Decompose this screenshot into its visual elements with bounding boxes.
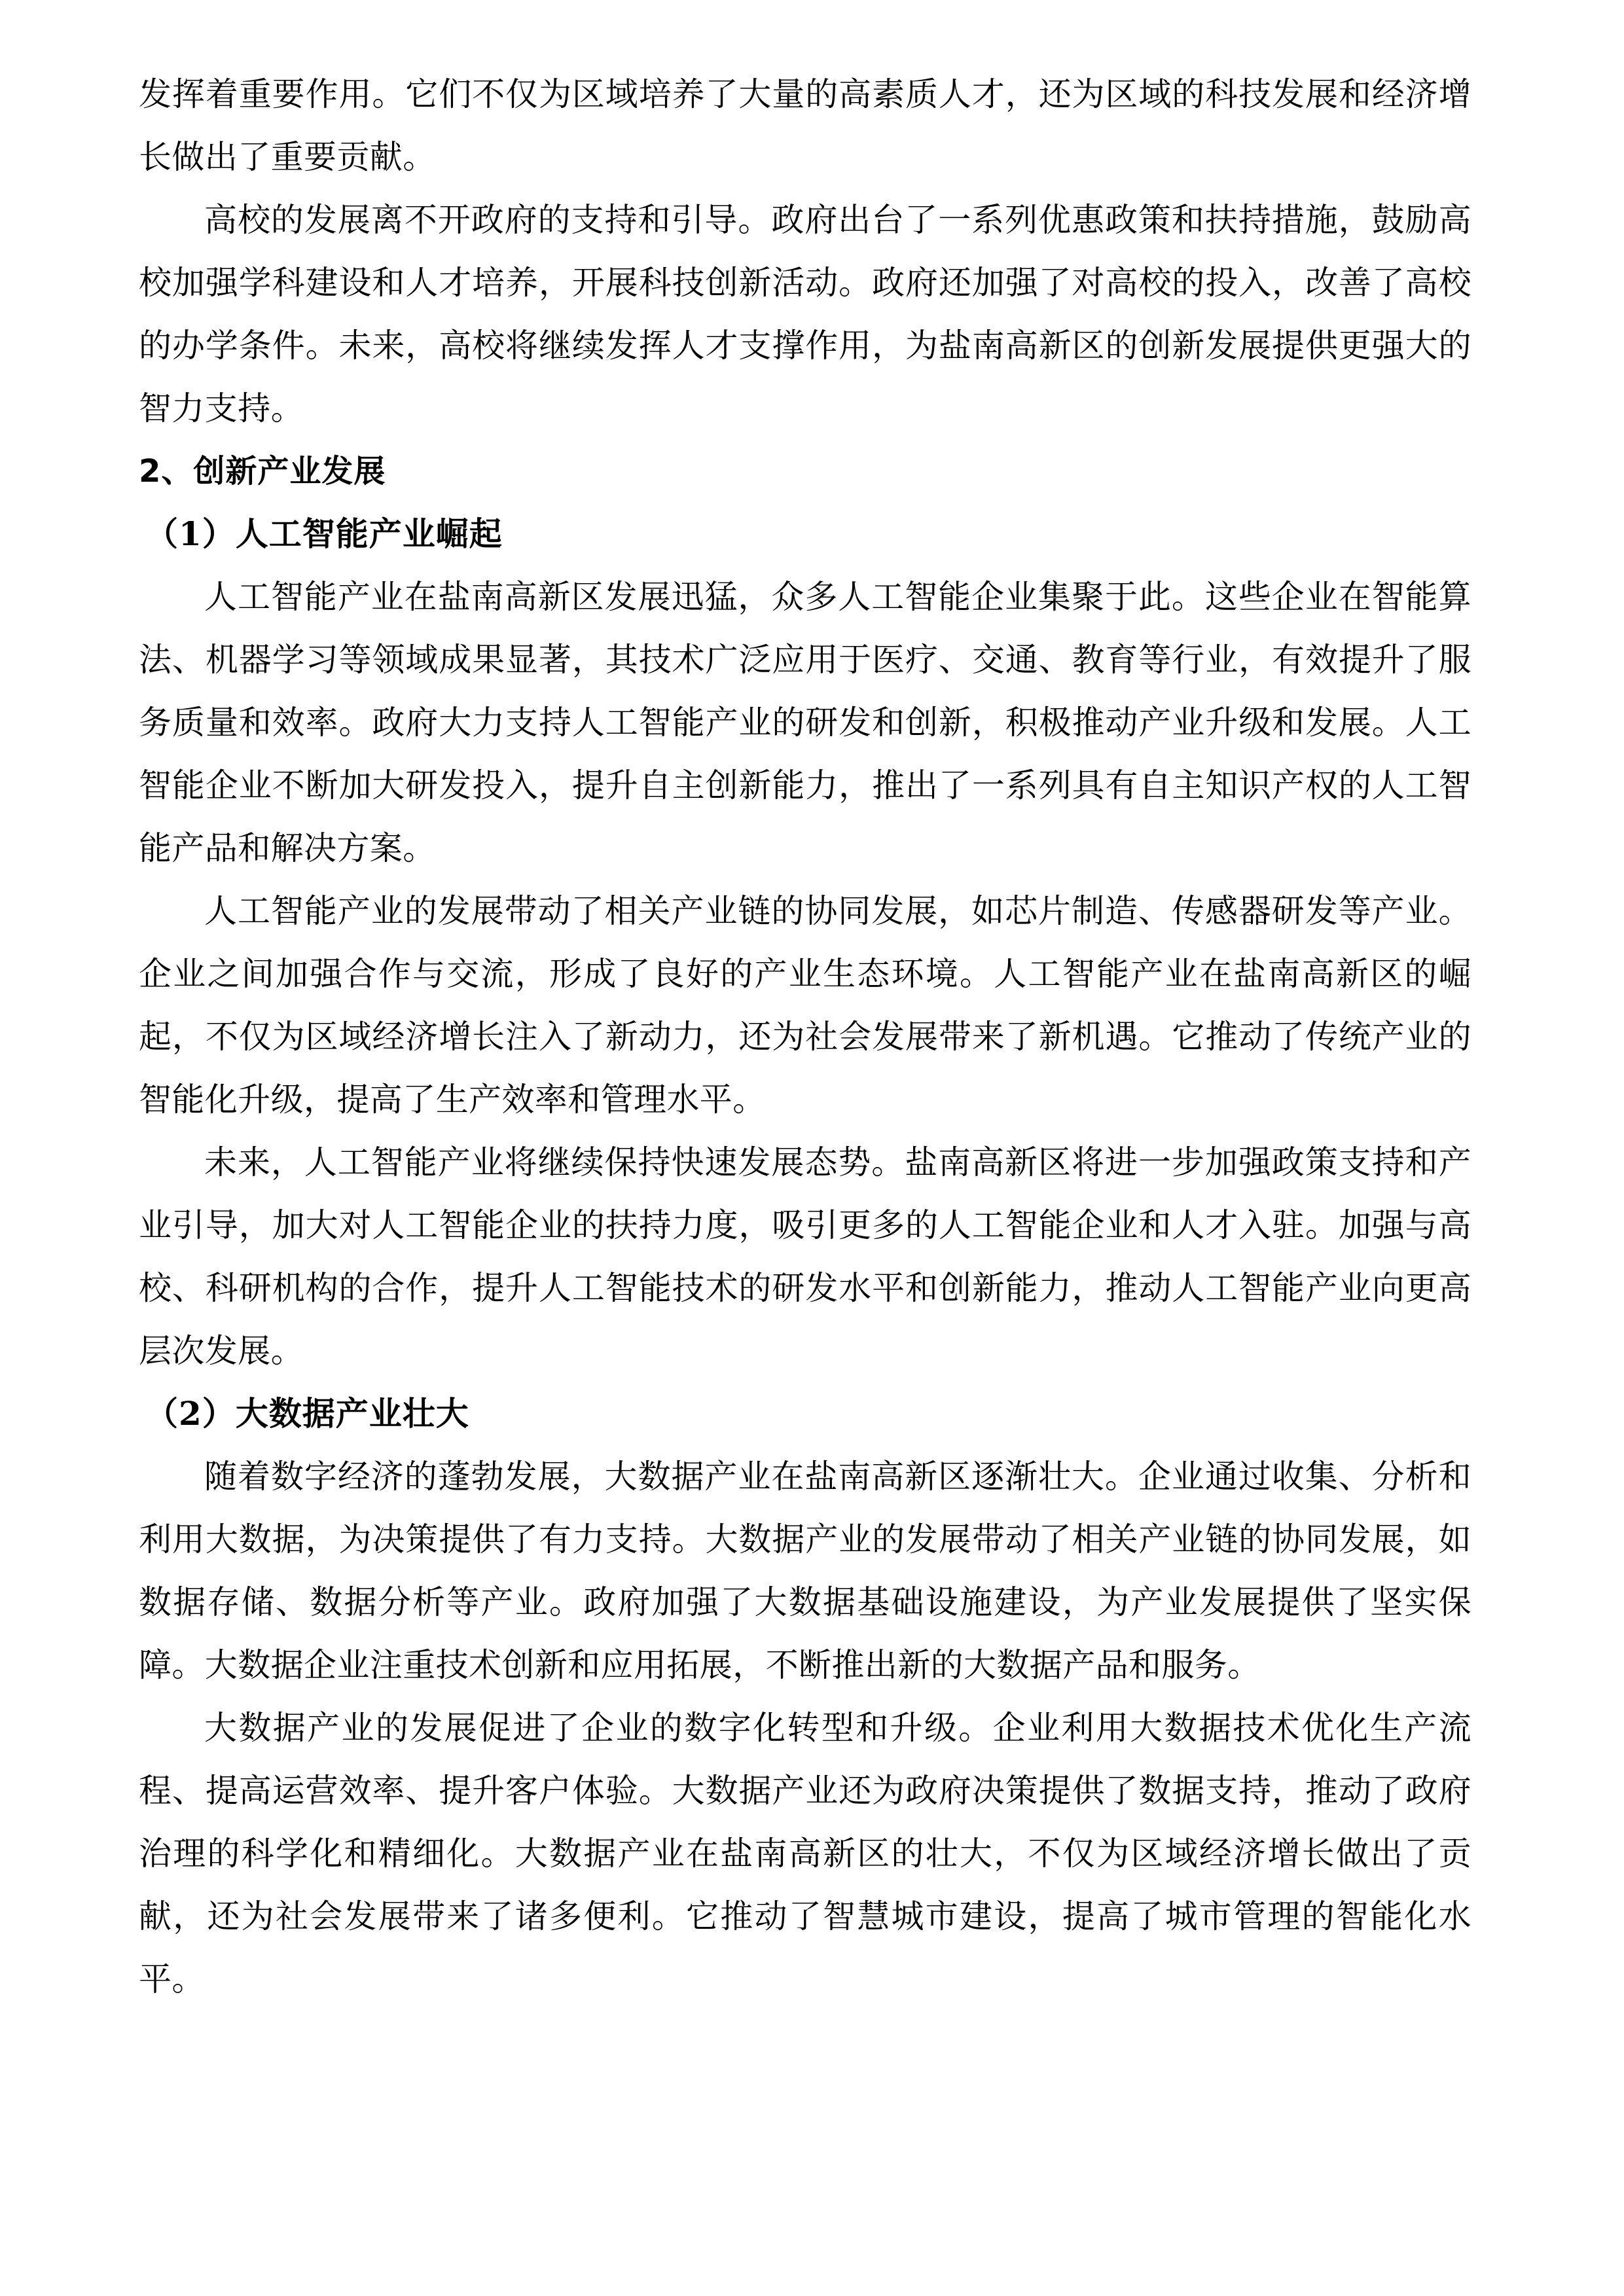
heading-bigdata-industry-growth: （2）大数据产业壮大	[145, 1394, 469, 1433]
paragraph-universities-contribution: 发挥着重要作用。它们不仅为区域培养了大量的高素质人才，还为区域的科技发展和经济增长做出了重要贡献。	[139, 75, 1471, 176]
document-body	[139, 63, 1471, 2011]
paragraph-bigdata-growth: 随着数字经济的蓬勃发展，大数据产业在盐南高新区逐渐壮大。企业通过收集、分析和利用大数据，为决策提供了有力支持。大数据产业的发展带动了相关产业链的协同发展，如数据存储、数据分析等产业。政府加强了大数据基础设施建设，为产业发展提供了坚实保障。大数据企业注重技术创新和应用拓展，不断推出新的大数据产品和服务。	[139, 1458, 1471, 1684]
heading-ai-industry-rise: （1）人工智能产业崛起	[145, 514, 503, 553]
paragraph-bigdata-transformation: 大数据产业的发展促进了企业的数字化转型和升级。企业利用大数据技术优化生产流程、提高运营效率、提升客户体验。大数据产业还为政府决策提供了数据支持，推动了政府治理的科学化和精细化。大数据产业在盐南高新区的壮大，不仅为区域经济增长做出了贡献，还为社会发展带来了诸多便利。它推动了智慧城市建设，提高了城市管理的智能化水平。	[139, 1709, 1471, 1998]
heading-innovation-industry: 2、创新产业发展	[139, 453, 386, 490]
paragraph-ai-chain: 人工智能产业的发展带动了相关产业链的协同发展，如芯片制造、传感器研发等产业。企业之间加强合作与交流，形成了良好的产业生态环境。人工智能产业在盐南高新区的崛起，不仅为区域经济增长注入了新动力，还为社会发展带来了新机遇。它推动了传统产业的智能化升级，提高了生产效率和管理水平。	[139, 892, 1471, 1119]
paragraph-government-support: 高校的发展离不开政府的支持和引导。政府出台了一系列优惠政策和扶持措施，鼓励高校加强学科建设和人才培养，开展科技创新活动。政府还加强了对高校的投入，改善了高校的办学条件。未来，高校将继续发挥人才支撑作用，为盐南高新区的创新发展提供更强大的智力支持。	[139, 201, 1471, 427]
paragraph-ai-future: 未来，人工智能产业将继续保持快速发展态势。盐南高新区将进一步加强政策支持和产业引导，加大对人工智能企业的扶持力度，吸引更多的人工智能企业和人才入驻。加强与高校、科研机构的合作，提升人工智能技术的研发水平和创新能力，推动人工智能产业向更高层次发展。	[139, 1143, 1471, 1370]
paragraph-ai-cluster: 人工智能产业在盐南高新区发展迅猛，众多人工智能企业集聚于此。这些企业在智能算法、机器学习等领域成果显著，其技术广泛应用于医疗、交通、教育等行业，有效提升了服务质量和效率。政府大力支持人工智能产业的研发和创新，积极推动产业升级和发展。人工智能企业不断加大研发投入，提升自主创新能力，推出了一系列具有自主知识产权的人工智能产品和解决方案。	[139, 578, 1471, 867]
